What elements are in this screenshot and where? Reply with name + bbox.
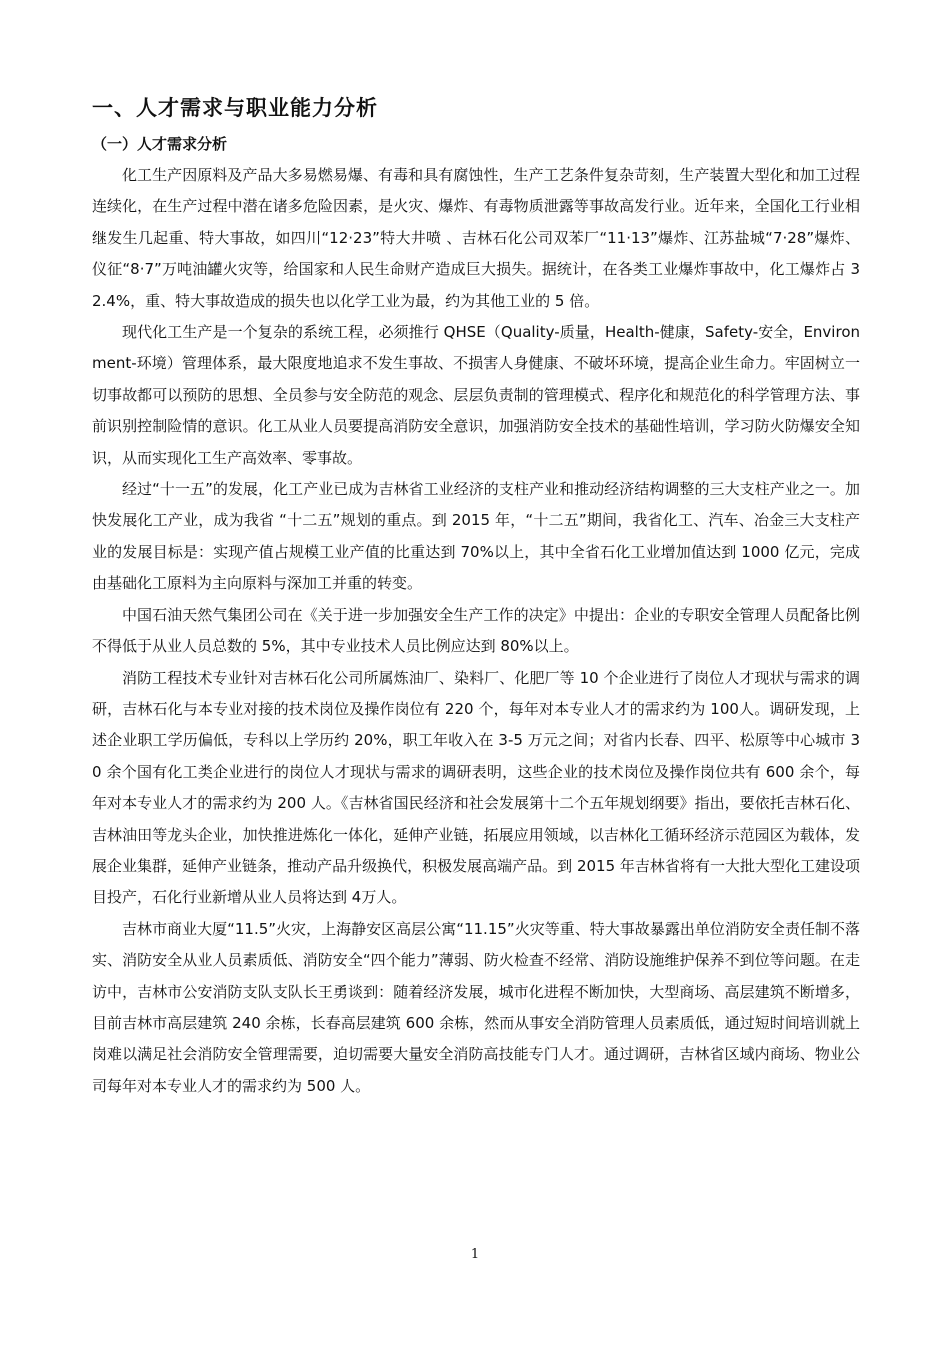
paragraph-industry-development: 经过“十一五”的发展，化工产业已成为吉林省工业经济的支柱产业和推动经济结构调整的三大支柱产业之一。加快发展化工产业，成为我省 “十二五”规划的重点。到 2015 年，“十二五”期间，我省化工、汽车、冶金三大支柱产业的发展目标是：实现产值占规模工业产值的比重达到 70%以上，其中全省石化工业增加值达到 1000 亿元，完成由基础化工原料为主向原料与深加工并重的转变。 [92,480,860,593]
paragraph-qhse-management: 现代化工生产是一个复杂的系统工程，必须推行 QHSE（Quality-质量，Health-健康，Safety-安全，Environment-环境）管理体系，最大限度地追求不发生事故、不损害人身健康、不破坏环境，提高企业生命力。牢固树立一切事故都可以预防的思想、全员参与安全防范的观念、层层负责制的管理模式、程序化和规范化的科学管理方法、事前识别控制险情的意识。化工从业人员要提高消防安全意识，加强消防安全技术的基础性培训，学习防火防爆安全知识，从而实现化工生产高效率、零事故。 [92,323,860,467]
paragraph-talent-survey: 消防工程技术专业针对吉林石化公司所属炼油厂、染料厂、化肥厂等 10 个企业进行了岗位人才现状与需求的调研，吉林石化与本专业对接的技术岗位及操作岗位有 220 个，每年对本专业人才的需求约为 100人。调研发现，上述企业职工学历偏低，专科以上学历约 20%，职工年收入在 3-5 万元之间；对省内长春、四平、松原等中心城市 30 余个国有化工类企业进行的岗位人才现状与需求的调研表明，这些企业的技术岗位及操作岗位共有 600 余个，每年对本专业人才的需求约为 200 人。《吉林省国民经济和社会发展第十二个五年规划纲要》指出，要依托吉林石化、吉林油田等龙头企业，加快推进炼化一体化，延伸产业链，拓展应用领域，以吉林化工循环经济示范园区为载体，发展企业集群，延伸产业链条，推动产品升级换代，积极发展高端产品。到 2015 年吉林省将有一大批大型化工建设项目投产，石化行业新增从业人员将达到 4万人。 [92,668,860,907]
paragraph-cnpc-decision: 中国石油天然气集团公司在《关于进一步加强安全生产工作的决定》中提出：企业的专职安全管理人员配备比例不得低于从业人员总数的 5%，其中专业技术人员比例应达到 80%以上。 [92,605,860,656]
paragraph-fire-safety-demand: 吉林市商业大厦“11.5”火灾，上海静安区高层公寓“11.15”火灾等重、特大事故暴露出单位消防安全责任制不落实、消防安全从业人员素质低、消防安全“四个能力”薄弱、防火检查不经常、消防设施维护保养不到位等问题。在走访中，吉林市公安消防支队支队长王勇谈到：随着经济发展，城市化进程不断加快，大型商场、高层建筑不断增多，目前吉林市高层建筑 240 余栋，长春高层建筑 600 余栋，然而从事安全消防管理人员素质低，通过短时间培训就上岗难以满足社会消防安全管理需要，迫切需要大量安全消防高技能专门人才。通过调研，吉林省区域内商场、物业公司每年对本专业人才的需求约为 500 人。 [92,919,860,1095]
body-text [92,160,860,1102]
section-heading: 一、人才需求与职业能力分析 [92,96,378,120]
paragraph-chemical-hazards: 化工生产因原料及产品大多易燃易爆、有毒和具有腐蚀性，生产工艺条件复杂苛刻，生产装置大型化和加工过程连续化，在生产过程中潜在诸多危险因素，是火灾、爆炸、有毒物质泄露等事故高发行业。近年来，全国化工行业相继发生几起重、特大事故，如四川“12·23”特大井喷 、吉林石化公司双苯厂“11·13”爆炸、江苏盐城“7·28”爆炸、仪征“8·7”万吨油罐火灾等，给国家和人民生命财产造成巨大损失。据统计，在各类工业爆炸事故中，化工爆炸占 32.4%，重、特大事故造成的损失也以化学工业为最，约为其他工业的 5 倍。 [92,166,860,310]
subsection-heading: （一）人才需求分析 [92,135,228,153]
page-number: 1 [470,1247,480,1262]
